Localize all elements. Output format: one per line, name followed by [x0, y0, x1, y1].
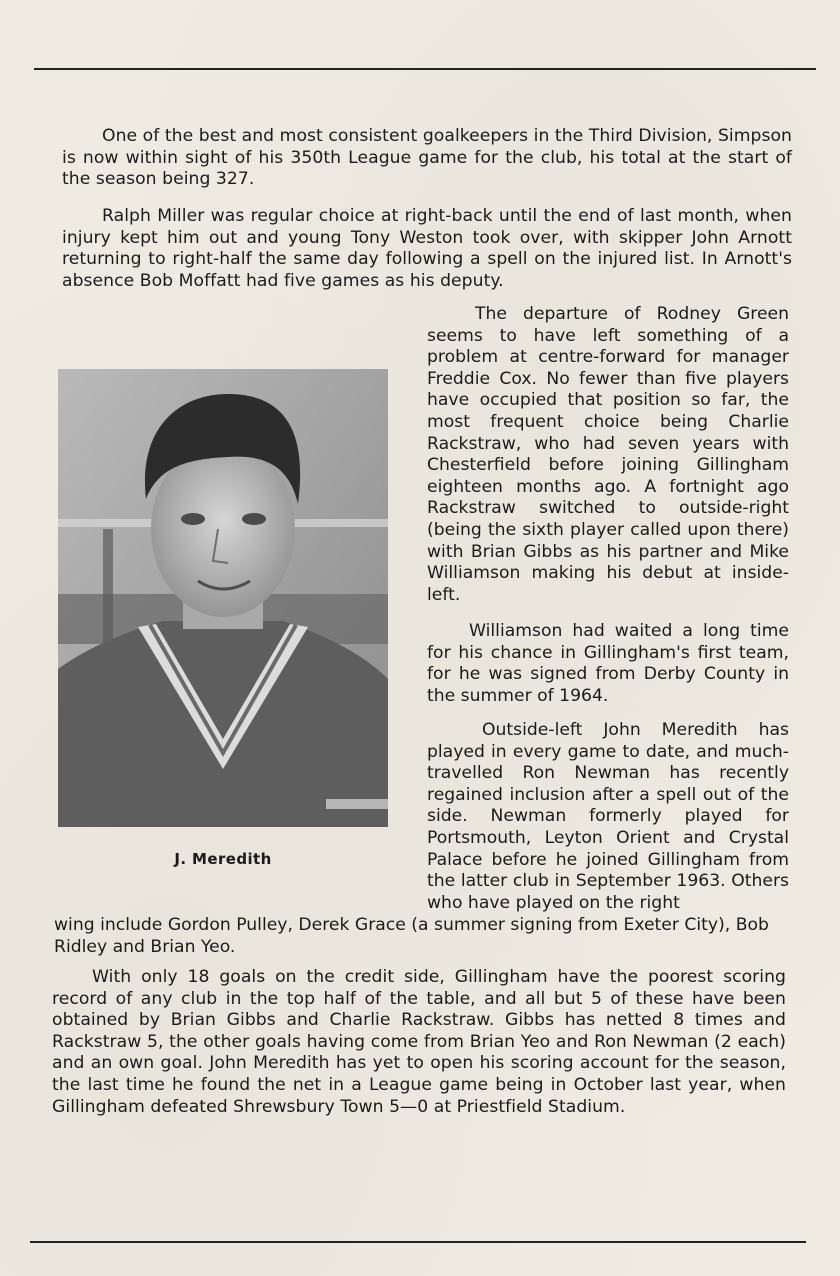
paragraph-goalkeeper-text: One of the best and most consistent goalkeepers in the Third Division, Simpson is now within sight of his 350th League game for the club, his total at the start of the season being 327.: [62, 126, 792, 190]
top-rule: [34, 68, 816, 70]
photo-caption: J. Meredith: [174, 850, 272, 868]
paragraph-meredith-text: Outside-left John Meredith has played in every game to date, and much-travelled Ron Newman has recently regained inclusion after a spell out of the side. Newman formerly played for Portsmouth, Leyton Orient and Crystal Palace before he joined Gillingham from the latter club in September 1963. Others who have played on the right: [427, 720, 789, 913]
paragraph-right-back: [62, 206, 792, 292]
paragraph-scoring-text: With only 18 goals on the credit side, Gillingham have the poorest scoring record of any club in the top half of the table, and all but 5 of these have been obtained by Brian Gibbs and Charlie Rackstraw. Gibbs has netted 8 times and Rackstraw 5, the other goals having come from Brian Yeo and Ron Newman (2 each) and an own goal. John Meredith has yet to open his scoring account for the season, the last time he found the net in a League game being in October last year, when Gillingham defeated Shrewsbury Town 5—0 at Priestfield Stadium.: [52, 967, 786, 1117]
paragraph-right-back-text: Ralph Miller was regular choice at right-back until the end of last month, when injury kept him out and young Tony Weston took over, with skipper John Arnott returning to right-half the same day following a spell on the injured list. In Arnott's absence Bob Moffatt had five games as his deputy.: [62, 206, 792, 291]
paragraph-meredith-continued: wing include Gordon Pulley, Derek Grace (a summer signing from Exeter City), Bob Ridley and Brian Yeo.: [54, 915, 769, 957]
player-portrait-image: [58, 369, 388, 827]
bottom-rule: [30, 1241, 806, 1243]
paragraph-williamson: [427, 621, 789, 707]
paragraph-williamson-text: Williamson had waited a long time for his chance in Gillingham's first team, for he was signed from Derby County in the summer of 1964.: [427, 621, 789, 706]
paragraph-goalkeeper: [62, 126, 792, 191]
paragraph-meredith: [427, 720, 789, 914]
paragraph-scoring: [52, 967, 786, 1118]
paragraph-centre-forward-text: The departure of Rodney Green seems to have left something of a problem at centre-forward for manager Freddie Cox. No fewer than five players have occupied that position so far, the most frequent choice being Charlie Rackstraw, who had seven years with Chesterfield before joining Gillingham eighteen months ago. A fortnight ago Rackstraw switched to outside-right (being the sixth player called upon there) with Brian Gibbs as his partner and Mike Williamson making his debut at inside-left.: [427, 304, 789, 605]
player-photo: [58, 369, 388, 827]
paragraph-centre-forward: [427, 304, 789, 606]
